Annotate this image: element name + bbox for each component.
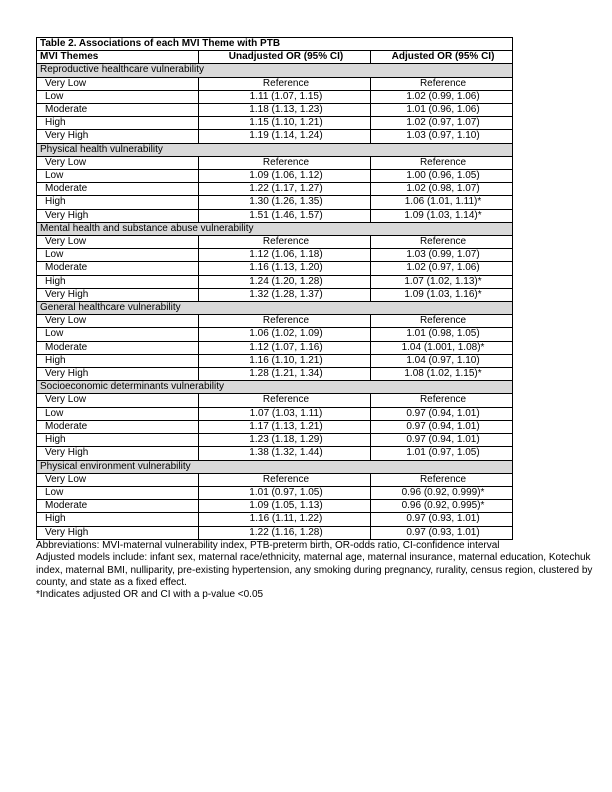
level-cell: Very Low bbox=[37, 156, 199, 169]
adjusted-or-cell: 1.01 (0.97, 1.05) bbox=[371, 447, 513, 460]
table-row bbox=[37, 394, 513, 407]
adjusted-or-cell: 0.97 (0.93, 1.01) bbox=[371, 526, 513, 539]
adjusted-or-cell: 1.04 (1.001, 1.08)* bbox=[371, 341, 513, 354]
level-cell: Very Low bbox=[37, 236, 199, 249]
abbreviations-note: Abbreviations: MVI-maternal vulnerability index, PTB-preterm birth, OR-odds ratio, CI-confidence interval bbox=[36, 540, 500, 551]
table-row bbox=[37, 288, 513, 301]
unadjusted-or-cell: Reference bbox=[199, 394, 371, 407]
table-row bbox=[37, 328, 513, 341]
table-row bbox=[37, 104, 513, 117]
section-header-row bbox=[37, 143, 513, 156]
section-name: Socioeconomic determinants vulnerability bbox=[37, 381, 513, 394]
level-cell: Low bbox=[37, 249, 199, 262]
header-unadjusted-or: Unadjusted OR (95% CI) bbox=[199, 51, 371, 64]
unadjusted-or-cell: Reference bbox=[199, 156, 371, 169]
adjusted-or-cell: 1.02 (0.98, 1.07) bbox=[371, 183, 513, 196]
level-cell: Low bbox=[37, 328, 199, 341]
level-cell: Very High bbox=[37, 447, 199, 460]
table-row bbox=[37, 117, 513, 130]
adjusted-or-cell: 1.08 (1.02, 1.15)* bbox=[371, 368, 513, 381]
section-header-row bbox=[37, 302, 513, 315]
adjusted-or-cell: 0.97 (0.94, 1.01) bbox=[371, 407, 513, 420]
level-cell: High bbox=[37, 117, 199, 130]
unadjusted-or-cell: 1.22 (1.16, 1.28) bbox=[199, 526, 371, 539]
adjusted-or-cell: 1.09 (1.03, 1.16)* bbox=[371, 288, 513, 301]
unadjusted-or-cell: 1.16 (1.11, 1.22) bbox=[199, 513, 371, 526]
level-cell: High bbox=[37, 434, 199, 447]
unadjusted-or-cell: 1.28 (1.21, 1.34) bbox=[199, 368, 371, 381]
level-cell: High bbox=[37, 196, 199, 209]
unadjusted-or-cell: 1.16 (1.10, 1.21) bbox=[199, 354, 371, 367]
unadjusted-or-cell: 1.01 (0.97, 1.05) bbox=[199, 486, 371, 499]
unadjusted-or-cell: 1.22 (1.17, 1.27) bbox=[199, 183, 371, 196]
adjusted-or-cell: 1.02 (0.97, 1.06) bbox=[371, 262, 513, 275]
section-name: Physical environment vulnerability bbox=[37, 460, 513, 473]
table-row bbox=[37, 368, 513, 381]
section-name: Mental health and substance abuse vulnerability bbox=[37, 222, 513, 235]
adjusted-or-cell: 1.06 (1.01, 1.11)* bbox=[371, 196, 513, 209]
table-row bbox=[37, 275, 513, 288]
table-row bbox=[37, 90, 513, 103]
adjusted-or-cell: Reference bbox=[371, 394, 513, 407]
table-row bbox=[37, 513, 513, 526]
unadjusted-or-cell: 1.09 (1.06, 1.12) bbox=[199, 170, 371, 183]
adjusted-or-cell: 1.00 (0.96, 1.05) bbox=[371, 170, 513, 183]
adjusted-or-cell: 0.96 (0.92, 0.999)* bbox=[371, 486, 513, 499]
table-row bbox=[37, 183, 513, 196]
unadjusted-or-cell: 1.18 (1.13, 1.23) bbox=[199, 104, 371, 117]
section-header-row bbox=[37, 381, 513, 394]
table-row bbox=[37, 473, 513, 486]
adjusted-or-cell: 1.02 (0.99, 1.06) bbox=[371, 90, 513, 103]
table-row bbox=[37, 156, 513, 169]
level-cell: Moderate bbox=[37, 420, 199, 433]
adjusted-or-cell: 0.96 (0.92, 0.995)* bbox=[371, 500, 513, 513]
table-row bbox=[37, 354, 513, 367]
unadjusted-or-cell: 1.12 (1.06, 1.18) bbox=[199, 249, 371, 262]
section-name: Reproductive healthcare vulnerability bbox=[37, 64, 513, 77]
adjusted-or-cell: 1.01 (0.98, 1.05) bbox=[371, 328, 513, 341]
unadjusted-or-cell: Reference bbox=[199, 473, 371, 486]
table-row bbox=[37, 407, 513, 420]
unadjusted-or-cell: 1.15 (1.10, 1.21) bbox=[199, 117, 371, 130]
table-row bbox=[37, 500, 513, 513]
adjusted-or-cell: 0.97 (0.94, 1.01) bbox=[371, 434, 513, 447]
level-cell: Very High bbox=[37, 368, 199, 381]
table-row bbox=[37, 341, 513, 354]
significance-note: *Indicates adjusted OR and CI with a p-value <0.05 bbox=[36, 589, 264, 601]
adjusted-or-cell: 0.97 (0.93, 1.01) bbox=[371, 513, 513, 526]
table-row bbox=[37, 170, 513, 183]
table-row bbox=[37, 486, 513, 499]
unadjusted-or-cell: 1.24 (1.20, 1.28) bbox=[199, 275, 371, 288]
table-row bbox=[37, 262, 513, 275]
unadjusted-or-cell: 1.06 (1.02, 1.09) bbox=[199, 328, 371, 341]
table-row bbox=[37, 236, 513, 249]
unadjusted-or-cell: Reference bbox=[199, 236, 371, 249]
level-cell: High bbox=[37, 275, 199, 288]
table-row bbox=[37, 447, 513, 460]
unadjusted-or-cell: 1.19 (1.14, 1.24) bbox=[199, 130, 371, 143]
adjusted-or-cell: Reference bbox=[371, 236, 513, 249]
adjusted-or-cell: Reference bbox=[371, 473, 513, 486]
table-title-row bbox=[37, 38, 513, 51]
table-row bbox=[37, 526, 513, 539]
unadjusted-or-cell: 1.51 (1.46, 1.57) bbox=[199, 209, 371, 222]
unadjusted-or-cell: 1.32 (1.28, 1.37) bbox=[199, 288, 371, 301]
header-mvi-themes: MVI Themes bbox=[37, 51, 199, 64]
level-cell: Low bbox=[37, 90, 199, 103]
unadjusted-or-cell: 1.16 (1.13, 1.20) bbox=[199, 262, 371, 275]
unadjusted-or-cell: 1.12 (1.07, 1.16) bbox=[199, 341, 371, 354]
table-row bbox=[37, 315, 513, 328]
unadjusted-or-cell: 1.11 (1.07, 1.15) bbox=[199, 90, 371, 103]
section-header-row bbox=[37, 222, 513, 235]
table-row bbox=[37, 77, 513, 90]
unadjusted-or-cell: 1.38 (1.32, 1.44) bbox=[199, 447, 371, 460]
unadjusted-or-cell: 1.09 (1.05, 1.13) bbox=[199, 500, 371, 513]
adjusted-models-note: Adjusted models include: infant sex, maternal race/ethnicity, maternal age, maternal insurance, maternal education, Kotechuk index, maternal BMI, nulliparity, pre-existing hypertension, any smoking during pregnancy, rurality, census region, clustered by county, and state as a fixed effect. bbox=[36, 552, 593, 588]
level-cell: Low bbox=[37, 170, 199, 183]
level-cell: Low bbox=[37, 486, 199, 499]
table-header-row bbox=[37, 51, 513, 64]
level-cell: Very Low bbox=[37, 77, 199, 90]
level-cell: Moderate bbox=[37, 262, 199, 275]
table-notes bbox=[36, 540, 596, 601]
level-cell: Very High bbox=[37, 526, 199, 539]
level-cell: Moderate bbox=[37, 341, 199, 354]
level-cell: Moderate bbox=[37, 183, 199, 196]
unadjusted-or-cell: 1.07 (1.03, 1.11) bbox=[199, 407, 371, 420]
table-title: Table 2. Associations of each MVI Theme with PTB bbox=[37, 38, 513, 51]
header-adjusted-or: Adjusted OR (95% CI) bbox=[371, 51, 513, 64]
table-row bbox=[37, 434, 513, 447]
level-cell: Very High bbox=[37, 130, 199, 143]
adjusted-or-cell: 1.03 (0.99, 1.07) bbox=[371, 249, 513, 262]
adjusted-or-cell: 1.02 (0.97, 1.07) bbox=[371, 117, 513, 130]
adjusted-or-cell: Reference bbox=[371, 77, 513, 90]
adjusted-or-cell: 1.07 (1.02, 1.13)* bbox=[371, 275, 513, 288]
level-cell: Moderate bbox=[37, 500, 199, 513]
level-cell: High bbox=[37, 354, 199, 367]
adjusted-or-cell: Reference bbox=[371, 156, 513, 169]
level-cell: Very High bbox=[37, 209, 199, 222]
adjusted-or-cell: 1.09 (1.03, 1.14)* bbox=[371, 209, 513, 222]
level-cell: Moderate bbox=[37, 104, 199, 117]
level-cell: Very Low bbox=[37, 473, 199, 486]
section-name: General healthcare vulnerability bbox=[37, 302, 513, 315]
section-header-row bbox=[37, 460, 513, 473]
unadjusted-or-cell: 1.30 (1.26, 1.35) bbox=[199, 196, 371, 209]
adjusted-or-cell: 1.03 (0.97, 1.10) bbox=[371, 130, 513, 143]
table-row bbox=[37, 420, 513, 433]
level-cell: Very High bbox=[37, 288, 199, 301]
unadjusted-or-cell: Reference bbox=[199, 315, 371, 328]
level-cell: Very Low bbox=[37, 315, 199, 328]
level-cell: High bbox=[37, 513, 199, 526]
adjusted-or-cell: Reference bbox=[371, 315, 513, 328]
adjusted-or-cell: 1.01 (0.96, 1.06) bbox=[371, 104, 513, 117]
level-cell: Very Low bbox=[37, 394, 199, 407]
unadjusted-or-cell: 1.23 (1.18, 1.29) bbox=[199, 434, 371, 447]
adjusted-or-cell: 1.04 (0.97, 1.10) bbox=[371, 354, 513, 367]
adjusted-or-cell: 0.97 (0.94, 1.01) bbox=[371, 420, 513, 433]
unadjusted-or-cell: Reference bbox=[199, 77, 371, 90]
table-row bbox=[37, 130, 513, 143]
table-row bbox=[37, 196, 513, 209]
level-cell: Low bbox=[37, 407, 199, 420]
section-header-row bbox=[37, 64, 513, 77]
unadjusted-or-cell: 1.17 (1.13, 1.21) bbox=[199, 420, 371, 433]
section-name: Physical health vulnerability bbox=[37, 143, 513, 156]
mvi-ptb-table bbox=[36, 37, 513, 540]
table-row bbox=[37, 209, 513, 222]
table-row bbox=[37, 249, 513, 262]
